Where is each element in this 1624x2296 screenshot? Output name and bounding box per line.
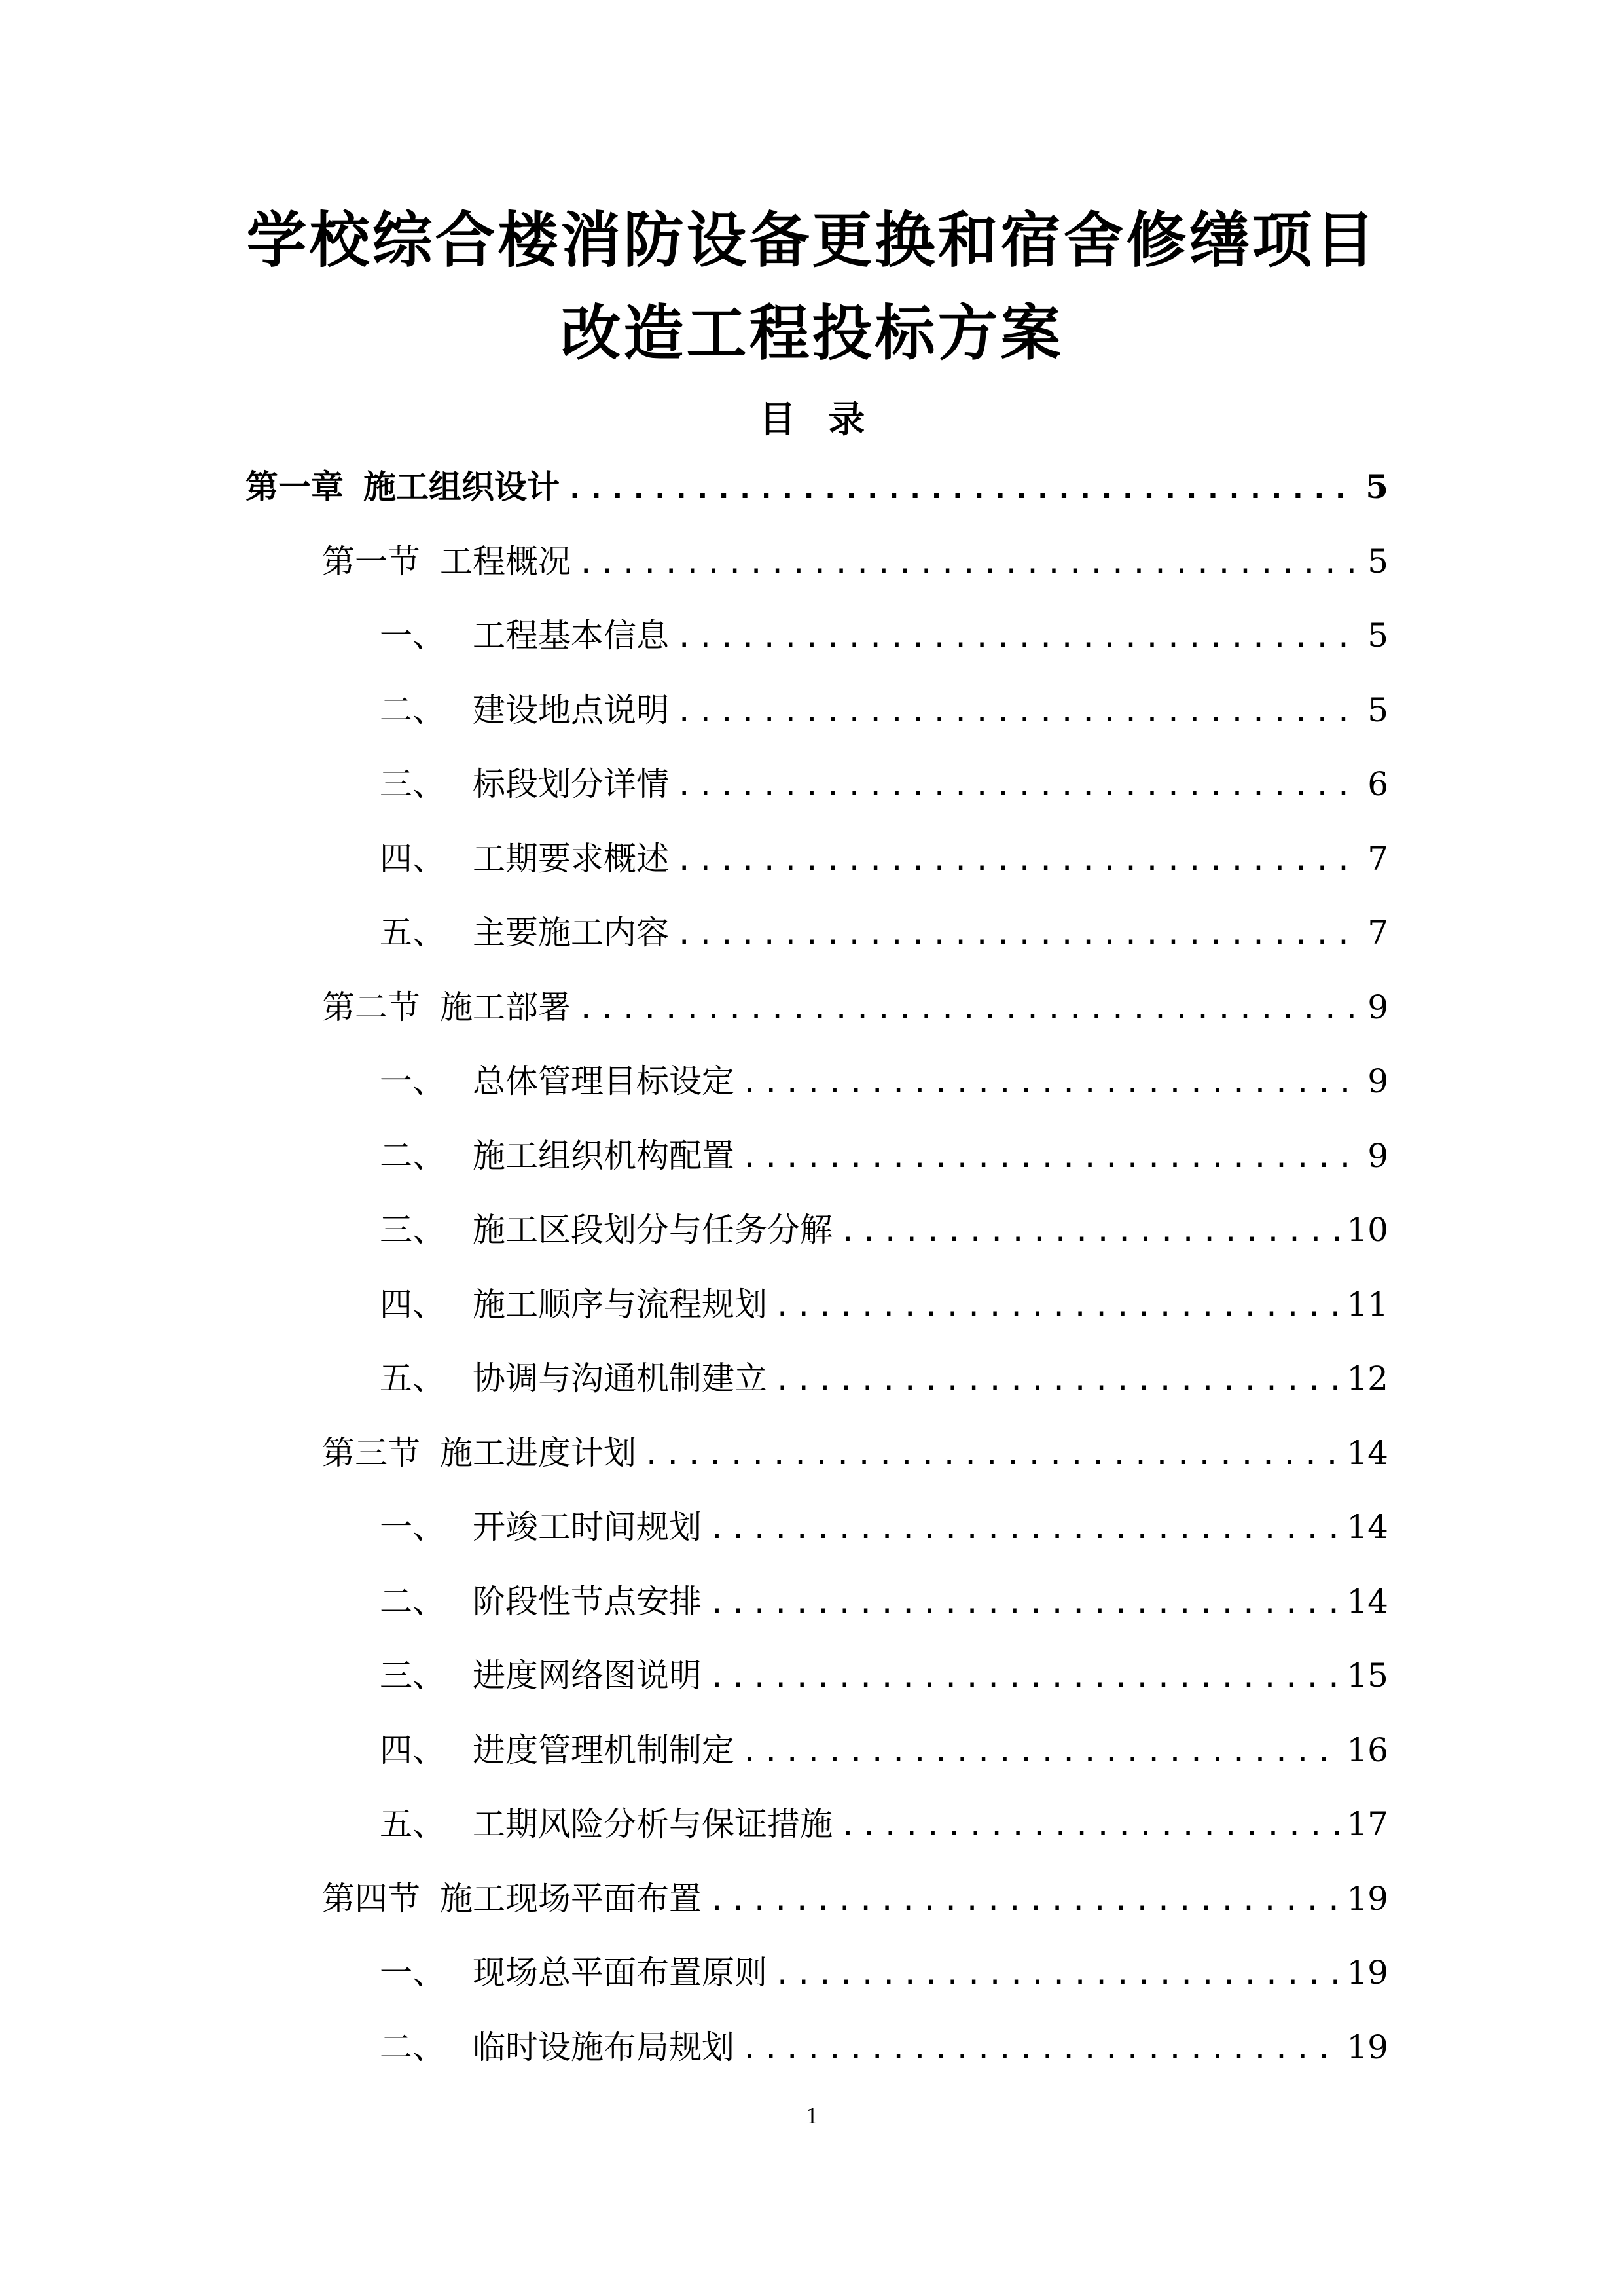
toc-entry-item[interactable] [380, 1649, 1388, 1702]
toc-entry-text: 施工顺序与流程规划 [473, 1285, 767, 1323]
toc-entry-number: 一、 [380, 1954, 445, 1992]
toc-entry-page: 19 [1346, 1954, 1388, 1992]
toc-entry-page: 15 [1346, 1657, 1388, 1695]
toc-entry-page: 5 [1367, 691, 1388, 729]
toc-entry-page: 9 [1367, 1062, 1388, 1100]
toc-entry-label [380, 1501, 702, 1553]
toc-dot-leader [741, 1132, 1361, 1184]
toc-entry-section[interactable] [322, 1873, 1388, 1925]
toc-entry-text: 主要施工内容 [473, 914, 669, 952]
toc-dot-leader [676, 834, 1361, 887]
toc-entry-page: 7 [1367, 914, 1388, 952]
toc-dot-leader [741, 2023, 1340, 2075]
toc-heading: 目 录 [759, 398, 865, 441]
toc-entry-page: 9 [1367, 988, 1388, 1026]
toc-entry-number: 二、 [380, 2028, 445, 2066]
toc-entry-number: 一、 [380, 617, 445, 655]
document-title-line-1: 学校综合楼消防设备更换和宿舍修缮项目 [246, 205, 1378, 276]
toc-entry-text: 施工进度计划 [440, 1434, 636, 1472]
toc-entry-page: 12 [1346, 1359, 1388, 1397]
toc-entry-page: 19 [1346, 1880, 1388, 1918]
toc-entry-page: 7 [1367, 840, 1388, 878]
toc-dot-leader [774, 1280, 1340, 1333]
toc-entry-label [322, 1873, 702, 1925]
toc-entry-label [380, 1946, 767, 1999]
toc-entry-page: 5 [1367, 617, 1388, 655]
toc-entry-text: 开竣工时间规划 [473, 1508, 702, 1546]
toc-dot-leader [577, 537, 1361, 590]
toc-entry-page: 5 [1365, 467, 1388, 506]
toc-entry-item[interactable] [380, 1352, 1388, 1405]
toc-dot-leader [741, 1057, 1361, 1109]
toc-entry-item[interactable] [380, 2021, 1388, 2073]
toc-entry-section[interactable] [322, 981, 1388, 1033]
toc-dot-leader [676, 760, 1361, 812]
toc-dot-leader [577, 983, 1361, 1035]
toc-entry-label [322, 535, 571, 588]
toc-entry-text: 工程基本信息 [473, 617, 669, 655]
toc-entry-number: 二、 [380, 1583, 445, 1621]
toc-entry-page: 19 [1346, 2028, 1388, 2066]
toc-entry-label [322, 1427, 636, 1479]
toc-dot-leader [708, 1577, 1340, 1630]
toc-entry-label [380, 684, 669, 736]
toc-entry-item[interactable] [380, 1278, 1388, 1331]
toc-entry-label [380, 1724, 734, 1776]
toc-entry-item[interactable] [380, 1575, 1388, 1628]
toc-entry-section[interactable] [322, 1427, 1388, 1479]
toc-dot-leader [708, 1874, 1340, 1927]
toc-entry-text: 工期风险分析与保证措施 [473, 1805, 833, 1843]
toc-dot-leader [676, 611, 1361, 664]
toc-entry-label [380, 2021, 734, 2073]
toc-entry-label [380, 1649, 702, 1702]
toc-entry-text: 工期要求概述 [473, 840, 669, 878]
toc-entry-page: 6 [1367, 765, 1388, 803]
page-number: 1 [806, 2102, 818, 2128]
toc-entry-text: 协调与沟通机制建立 [473, 1359, 767, 1397]
toc-entry-page: 14 [1346, 1434, 1388, 1472]
toc-entry-page: 17 [1346, 1805, 1388, 1843]
toc-entry-item[interactable] [380, 1130, 1388, 1182]
toc-entry-label [380, 758, 669, 810]
toc-entry-number: 第三节 [322, 1434, 420, 1472]
toc-dot-leader [741, 1726, 1340, 1778]
toc-entry-number: 五、 [380, 914, 445, 952]
toc-entry-number: 第一章 [245, 467, 344, 506]
toc-entry-number: 二、 [380, 1137, 445, 1175]
toc-entry-number: 三、 [380, 1211, 445, 1249]
toc-dot-leader [676, 686, 1361, 738]
toc-entry-text: 施工组织机构配置 [473, 1137, 734, 1175]
toc-entry-label [380, 1055, 734, 1107]
toc-entry-section[interactable] [322, 535, 1388, 588]
toc-entry-text: 施工组织设计 [363, 467, 560, 506]
toc-entry-label [380, 833, 669, 885]
toc-entry-label [380, 1798, 833, 1850]
toc-entry-number: 四、 [380, 1285, 445, 1323]
toc-entry-item[interactable] [380, 684, 1388, 736]
toc-entry-number: 二、 [380, 691, 445, 729]
toc-entry-number: 三、 [380, 765, 445, 803]
toc-entry-label [380, 1575, 702, 1628]
toc-entry-number: 一、 [380, 1508, 445, 1546]
toc-entry-text: 施工区段划分与任务分解 [473, 1211, 833, 1249]
toc-dot-leader [708, 1651, 1340, 1704]
toc-entry-page: 10 [1346, 1211, 1388, 1249]
toc-dot-leader [708, 1503, 1340, 1555]
toc-entry-text: 标段划分详情 [473, 765, 669, 803]
toc-entry-text: 施工部署 [440, 988, 571, 1026]
toc-entry-item[interactable] [380, 1724, 1388, 1776]
toc-entry-label [380, 1204, 833, 1256]
toc-entry-item[interactable] [380, 1204, 1388, 1256]
toc-dot-leader [566, 463, 1359, 515]
toc-entry-page: 11 [1346, 1285, 1388, 1323]
toc-entry-chapter[interactable] [245, 461, 1388, 513]
toc-entry-text: 进度管理机制制定 [473, 1731, 734, 1769]
toc-entry-text: 施工现场平面布置 [440, 1880, 702, 1918]
toc-entry-item[interactable] [380, 1501, 1388, 1553]
toc-entry-page: 14 [1346, 1508, 1388, 1546]
toc-dot-leader [774, 1354, 1340, 1407]
toc-entry-label [380, 609, 669, 662]
toc-entry-page: 5 [1367, 543, 1388, 581]
toc-entry-item[interactable] [380, 1055, 1388, 1107]
toc-entry-label [380, 1130, 734, 1182]
toc-entry-label [245, 461, 560, 513]
toc-entry-text: 总体管理目标设定 [473, 1062, 734, 1100]
toc-dot-leader [839, 1800, 1340, 1852]
toc-entry-number: 第一节 [322, 543, 420, 581]
toc-entry-number: 第二节 [322, 988, 420, 1026]
toc-entry-item[interactable] [380, 833, 1388, 885]
toc-entry-page: 14 [1346, 1583, 1388, 1621]
toc-entry-item[interactable] [380, 906, 1388, 959]
toc-entry-number: 三、 [380, 1657, 445, 1695]
toc-entry-number: 第四节 [322, 1880, 420, 1918]
toc-dot-leader [774, 1948, 1340, 2001]
toc-entry-item[interactable] [380, 1798, 1388, 1850]
toc-entry-label [380, 906, 669, 959]
toc-entry-label [322, 981, 571, 1033]
toc-entry-item[interactable] [380, 1946, 1388, 1999]
document-title-line-2: 改造工程投标方案 [560, 298, 1064, 368]
toc-entry-item[interactable] [380, 609, 1388, 662]
toc-dot-leader [643, 1429, 1340, 1481]
toc-dot-leader [676, 908, 1361, 961]
toc-entry-label [380, 1278, 767, 1331]
toc-entry-number: 四、 [380, 840, 445, 878]
toc-entry-number: 五、 [380, 1805, 445, 1843]
toc-entry-text: 临时设施布局规划 [473, 2028, 734, 2066]
toc-entry-text: 建设地点说明 [473, 691, 669, 729]
toc-dot-leader [839, 1206, 1340, 1258]
toc-entry-number: 五、 [380, 1359, 445, 1397]
toc-entry-text: 工程概况 [440, 543, 571, 581]
toc-entry-text: 现场总平面布置原则 [473, 1954, 767, 1992]
toc-entry-item[interactable] [380, 758, 1388, 810]
toc-entry-number: 一、 [380, 1062, 445, 1100]
toc-entry-text: 阶段性节点安排 [473, 1583, 702, 1621]
toc-entry-page: 16 [1346, 1731, 1388, 1769]
toc-entry-page: 9 [1367, 1137, 1388, 1175]
toc-entry-number: 四、 [380, 1731, 445, 1769]
toc-entry-label [380, 1352, 767, 1405]
toc-entry-text: 进度网络图说明 [473, 1657, 702, 1695]
